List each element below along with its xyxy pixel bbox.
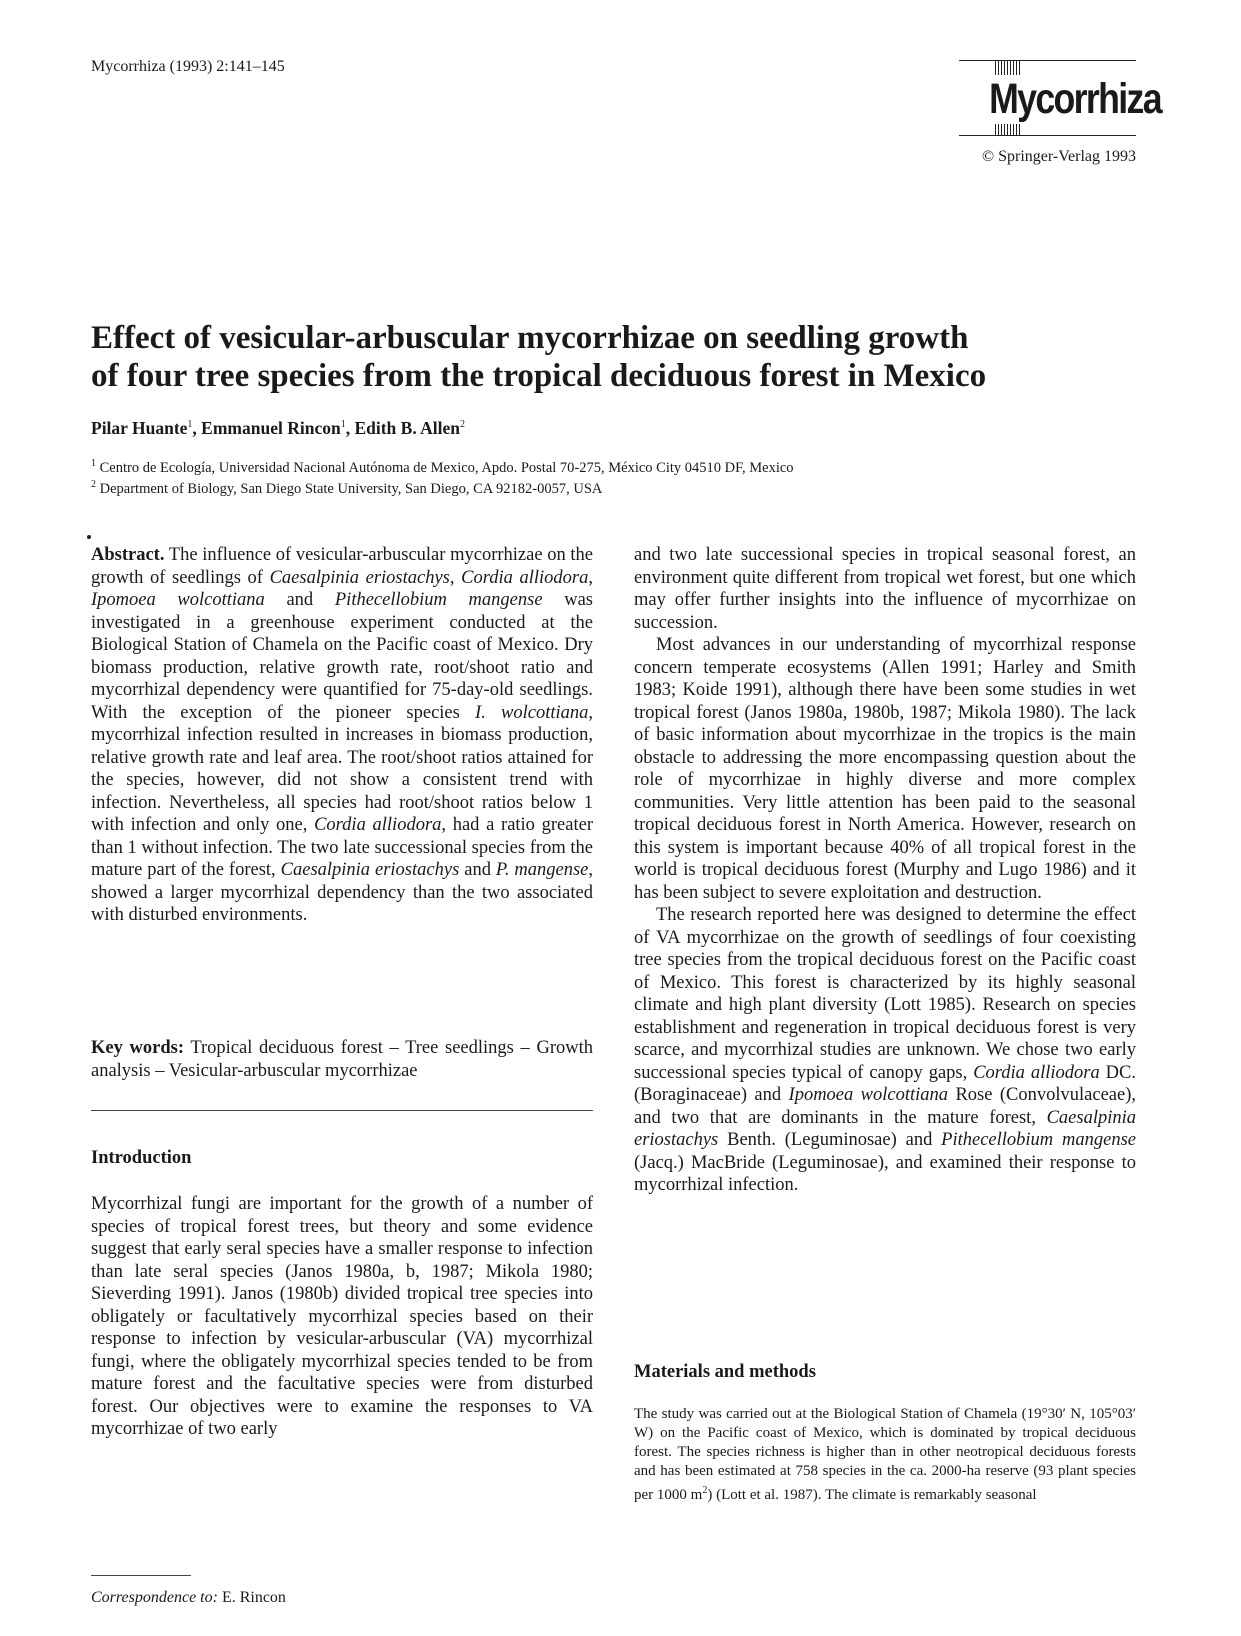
abstract-text: was investigated in a greenhouse experiment conducted at the Biological Station of Chamela on the Pacific coast of Mexico. Dry biomass production, relative growth rate, root/shoot ratio and mycorrhizal dependency were quantified for 75-day-old seedlings. With the exception of the pioneer species [91, 590, 594, 723]
affiliation-text: Centro de Ecología, Universidad Nacional Autónoma de Mexico, Apdo. Postal 70-275, México City 04510 DF, Mexico [99, 459, 794, 476]
abstract-text: and [459, 860, 496, 880]
species-name: I. wolcottiana [475, 702, 589, 723]
author-affiliation-mark: 1 [187, 419, 193, 431]
introduction-paragraph [91, 1193, 593, 1441]
affiliation [91, 458, 794, 477]
species-name: Caesalpinia eriostachys [280, 860, 460, 880]
species-name: Caesalpinia eriostachys [269, 567, 450, 588]
species-name: Pithecellobium mangense [334, 590, 543, 610]
introduction-continued [634, 544, 1136, 1197]
author-affiliation-mark: 1 [340, 419, 346, 431]
title-line-1: Effect of vesicular-arbuscular mycorrhizae on seedling growth [91, 320, 969, 356]
affiliation [91, 479, 602, 498]
author-list: Pilar Huante$^1$, Emmanuel Rincon$^1$, Edith B. Allen$^2$ [91, 418, 465, 438]
article-title [91, 319, 1151, 395]
logo-top-rule [959, 60, 1136, 61]
paragraph-text: and two late successional species in tropical seasonal forest, an environment quite different from tropical wet forest, but one which may offer further insights into the influence of mycorrhizae on succession. [634, 545, 1136, 633]
species-name: Pithecellobium mangense [941, 1130, 1136, 1150]
paragraph-text: Most advances in our understanding of mycorrhizal response concern temperate ecosystems (Allen 1991; Harley and Smith 1983; Koide 1991), although there have been some studies in wet tropical forest (Janos 1980a, 1980b, 1987; Mikola 1980). The lack of basic information about mycorrhizae in the tropics is the main obstacle to addressing the more encompassing question about the role of mycorrhizae in highly diverse and more complex communities. Very little attention has been paid to the seasonal tropical deciduous forest in North America. However, research on this system is important because 40% of all tropical forest in the world is tropical deciduous forest (Murphy and Lugo 1986) and it has been subject to severe exploitation and destruction. [634, 635, 1136, 903]
abstract-label: Abstract. [91, 545, 165, 565]
affiliation-mark: 1 [91, 458, 96, 469]
abstract-text: The influence of vesicular-arbuscular mycorrhizae on the growth of seedlings of [91, 545, 593, 588]
paragraph-text: Mycorrhizal fungi are important for the growth of a number of species of tropical forest trees, but theory and some evidence suggest that early seral species have a smaller response to infection than late seral species (Janos 1980a, b, 1987; Mikola 1980; Sieverding 1991). Janos (1980b) divided tropical tree species into obligately or facultatively mycorrhizal species based on their response to infection by vesicular-arbuscular (VA) mycorrhizal fungi, where the obligately mycorrhizal species tended to be from mature forest and the facultative species were from disturbed forest. Our objectives were to examine the responses to VA mycorrhizae of two early [91, 1194, 593, 1439]
species-name: Cordia alliodora [461, 567, 589, 588]
paragraph-fragment: The study was carried out at the Biological Station of Chamela (19°30′ N, 105°03′ W) on the Pacific coast of Mexico, which is dominated by tropical deciduous forest. The species richness is higher than in other neotropical deciduous forests and has been estimated at 758 species in the ca. 2000-ha reserve (93 plant species per 1000 m [634, 1406, 1136, 1503]
author-affiliation-mark: 2 [459, 419, 465, 431]
section-divider [91, 1110, 593, 1111]
footnote-rule [91, 1575, 191, 1576]
abstract [91, 544, 593, 927]
keywords [91, 1037, 593, 1082]
abstract-text: , mycorrhizal infection resulted in increases in biomass production, relative growth rate and leaf area. The root/shoot ratios attained for the species, however, did not show a consistent trend with infection. Nevertheless, all species had root/shoot ratios below 1 with infection and only one, [91, 702, 593, 835]
abstract-text: , [588, 567, 593, 588]
logo-barcode-top [995, 61, 1021, 75]
affiliation-text: Department of Biology, San Diego State University, San Diego, CA 92182-0057, USA [99, 480, 603, 497]
paragraph-fragment: Rose (Convolvulaceae), and two that are dominants in the mature forest, [634, 1085, 1136, 1128]
author-name: Emmanuel Rincon [201, 418, 341, 438]
species-name: P. mangense [495, 860, 589, 880]
author-name: Edith B. Allen [354, 418, 460, 438]
keywords-label: Key words: [91, 1038, 184, 1058]
copyright: © Springer-Verlag 1993 [981, 148, 1136, 165]
correspondence [91, 1589, 286, 1607]
correspondence-label: Correspondence to: [91, 1589, 218, 1606]
introduction-heading: Introduction [91, 1148, 192, 1168]
paragraph-fragment: Benth. (Leguminosae) and [718, 1130, 942, 1150]
species-name: Ipomoea wolcottiana [788, 1085, 949, 1105]
abstract-text: and [264, 590, 335, 610]
species-name: Cordia alliodora [973, 1062, 1100, 1083]
species-name: Cordia alliodora [314, 815, 442, 835]
methods-heading: Materials and methods [634, 1362, 816, 1382]
logo-bottom-rule [959, 135, 1136, 136]
affiliation-mark: 2 [91, 479, 96, 490]
journal-citation: Mycorrhiza (1993) 2:141–145 [91, 58, 285, 75]
title-line-2: of four tree species from the tropical deciduous forest in Mexico [91, 358, 987, 394]
journal-logo: Mycorrhiza [989, 75, 1161, 123]
superscript: 2 [702, 1485, 708, 1496]
paragraph-fragment: ) (Lott et al. 1987). The climate is remarkably seasonal [707, 1487, 1037, 1503]
paragraph-fragment: The research reported here was designed to determine the effect of VA mycorrhizae on the growth of seedlings of four coexisting tree species from the tropical deciduous forest on the Pacific coast of Mexico. This forest is characterized by its highly seasonal climate and high plant diversity (Lott 1985). Research on species establishment and regeneration in tropical deciduous forest is very scarce, and mycorrhizal studies are unknown. We chose two early successional species typical of canopy gaps, [634, 905, 1136, 1083]
paragraph-fragment: (Jacq.) MacBride (Leguminosae), and examined their response to mycorrhizal infection. [634, 1152, 1136, 1195]
abstract-text: , had a ratio greater than 1 without infection. The two late successional species from the mature part of the forest, [91, 815, 593, 880]
logo-barcode-bottom [995, 124, 1021, 135]
paragraph-fragment: DC. (Boraginaceae) and [634, 1062, 1136, 1105]
species-name: Ipomoea wolcottiana [91, 590, 265, 610]
species-name: Caesalpinia eriostachys [634, 1107, 1136, 1150]
bullet-mark [87, 535, 91, 539]
abstract-text: , showed a larger mycorrhizal dependency than the two associated with disturbed environments. [91, 860, 594, 925]
abstract-text: , [449, 567, 462, 588]
correspondence-name: E. Rincon [217, 1589, 286, 1606]
keywords-text: Tropical deciduous forest – Tree seedlings – Growth analysis – Vesicular-arbuscular mycorrhizae [91, 1038, 593, 1081]
paragraph-text [634, 904, 1136, 1197]
author-name: Pilar Huante [91, 418, 188, 438]
methods-paragraph [634, 1405, 1136, 1505]
